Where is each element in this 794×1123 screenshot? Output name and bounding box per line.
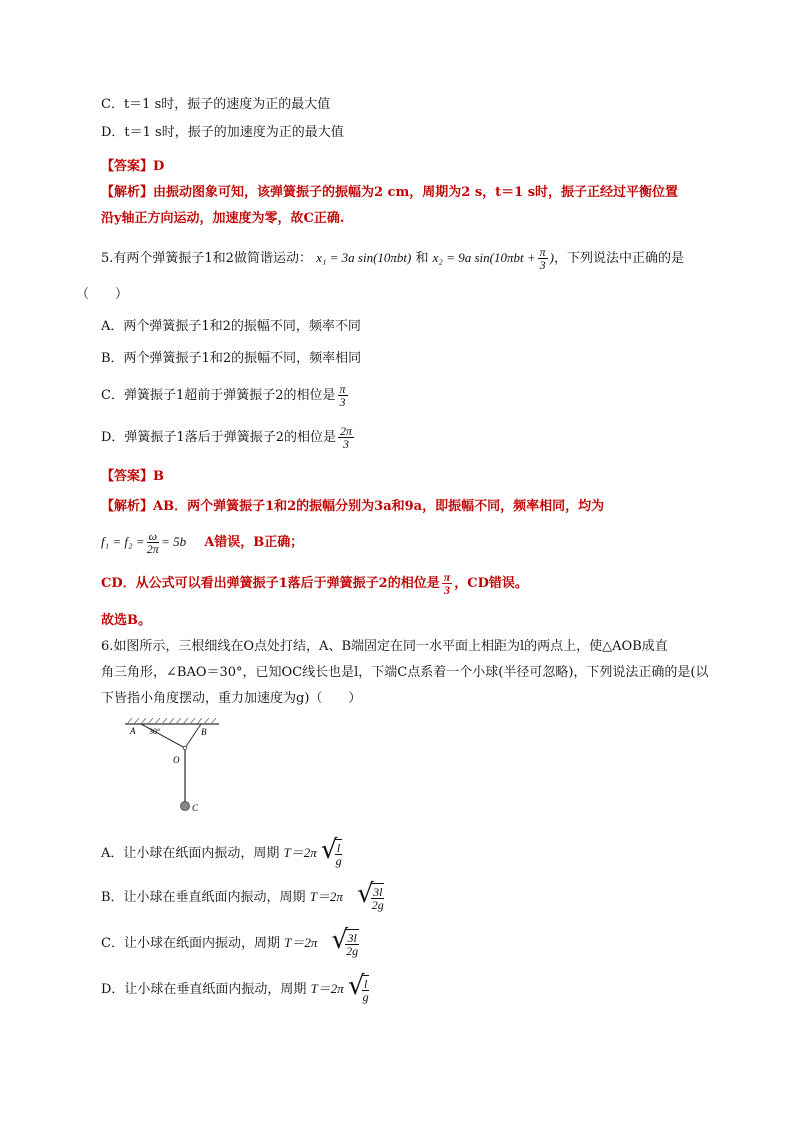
q5-option-d <box>101 424 356 452</box>
q4-answer: 【答案】D <box>101 159 165 174</box>
label-c: C <box>192 803 199 813</box>
q6-option-c-sqrt: √ $\frac{3l}{2g}$ <box>331 924 359 958</box>
knot-o <box>183 746 187 750</box>
q5-cd-frac: $\frac{\pi}{3}$ <box>443 570 451 597</box>
q6-option-a-t: T＝2π <box>283 845 317 860</box>
q4-analysis-line2: 沿y轴正方向运动，加速度为零，故C正确. <box>101 211 345 226</box>
q6-stem-line3: 下皆指小角度摆动，重力加速度为g)（ ） <box>101 691 362 706</box>
q5-stem-a: 5.有两个弹簧振子1和2做简谐运动： <box>101 251 312 266</box>
q6-option-b-t: T＝2π <box>309 889 343 904</box>
q5-stem-b: 和 <box>415 251 429 266</box>
q6-option-b-text: B．让小球在垂直纸面内振动，周期 <box>101 890 306 905</box>
q5-option-d-text: D．弹簧振子1落后于弹簧振子2的相位是 <box>101 430 336 445</box>
q6-option-c-t: T＝2π <box>284 935 318 950</box>
q6-option-c-text: C．让小球在纸面内振动，周期 <box>101 936 280 951</box>
label-angle: 30° <box>149 727 161 736</box>
q5-paren: （ ） <box>76 287 129 302</box>
q6-option-d-sqrt: √ $\frac{l}{g}$ <box>347 970 369 1004</box>
q6-option-d <box>101 972 371 1007</box>
q6-option-c <box>101 926 361 961</box>
q6-stem-line2: 角三角形，∠BAO＝30°，已知OC线长也是l，下端C点系着一个小球(半径可忽略)，下列说法正确的是(以 <box>101 665 709 680</box>
q5-cd-text: CD．从公式可以看出弹簧振子1落后于弹簧振子2的相位是 <box>101 576 440 591</box>
q5-choose: 故选B。 <box>101 613 151 628</box>
label-o: O <box>173 755 180 765</box>
q5-option-c-frac: $\frac{\pi}{3}$ <box>339 382 346 409</box>
q5-option-c-text: C．弹簧振子1超前于弹簧振子2的相位是 <box>101 388 336 403</box>
q5-stem-c: ，下列说法中正确的是 <box>553 251 684 266</box>
q6-figure <box>125 718 225 818</box>
q5-option-a: A．两个弹簧振子1和2的振幅不同，频率不同 <box>101 319 361 334</box>
q6-stem-line1: 6.如图所示，三根细线在O点处打结，A、B端固定在同一水平面上相距为l的两点上，使△AOB成直 <box>101 639 668 654</box>
ball-c <box>181 802 190 811</box>
q4-option-d: D．t＝1 s时，振子的加速度为正的最大值 <box>101 125 344 140</box>
q5-eq1: x₁ = 3a sin(10πbt) <box>316 250 412 265</box>
q5-frequency <box>101 528 303 557</box>
q5-option-c <box>101 382 350 410</box>
q5-freq-post: = 5b <box>161 534 187 549</box>
q5-stem <box>101 244 684 273</box>
q4-analysis-line1: 【解析】由振动图象可知，该弹簧振子的振幅为2 cm，周期为2 s，t＝1 s时，振子正经过平衡位置 <box>101 185 679 200</box>
label-a: A <box>130 726 136 736</box>
q5-answer: 【答案】B <box>101 469 164 484</box>
string-ao <box>141 724 185 748</box>
q6-option-d-text: D．让小球在垂直纸面内振动，周期 <box>101 982 307 997</box>
q5-analysis-cd <box>101 570 528 598</box>
q5-eq2-pre: x₂ = 9a sin(10πbt + <box>432 250 536 265</box>
q6-option-b <box>101 880 386 915</box>
q5-cd-tail: ，CD错误。 <box>454 576 528 591</box>
q5-freq-tail: A错误，B正确； <box>204 535 304 550</box>
q5-freq-frac: $\frac{\omega}{2\pi}$ <box>146 529 159 556</box>
q5-analysis-line1: 【解析】AB．两个弹簧振子1和2的振幅分别为3a和9a，即振幅不同，频率相同，均为 <box>101 499 605 514</box>
q5-freq-pre: f₁ = f₂ = <box>101 534 145 549</box>
q5-eq2-post: ) <box>549 250 554 265</box>
q6-option-a <box>101 836 344 871</box>
q5-option-d-frac: $\frac{2\pi}{3}$ <box>339 424 352 451</box>
q6-option-a-sqrt: √ $\frac{l}{g}$ <box>320 834 342 868</box>
q5-option-b: B．两个弹簧振子1和2的振幅不同，频率相同 <box>101 351 362 366</box>
string-bo <box>185 724 201 748</box>
q5-eq2-frac: $\frac{\pi}{3}$ <box>539 245 546 272</box>
q4-option-c: C．t＝1 s时，振子的速度为正的最大值 <box>101 97 331 112</box>
q6-option-d-t: T＝2π <box>310 981 344 996</box>
q6-option-a-text: A．让小球在纸面内振动，周期 <box>101 846 280 861</box>
label-b: B <box>201 727 207 737</box>
q6-option-b-sqrt: √ $\frac{3l}{2g}$ <box>357 878 384 912</box>
